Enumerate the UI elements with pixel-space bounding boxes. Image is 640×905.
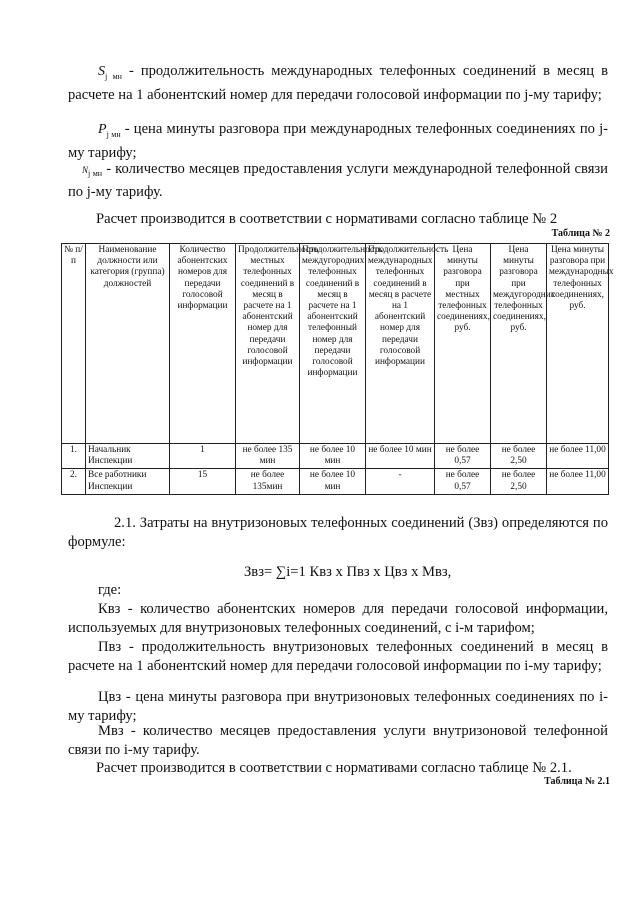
symbol-s: $S_{j мн}$ [98, 64, 122, 81]
header-cell: Продолжительность местных телефонных соединений в месяц в расчете на 1 абонентский номер для передачи голосовой информации [236, 244, 300, 444]
table2-caption: Таблица № 2 [551, 228, 610, 239]
table-cell: Все работники Инспекции [86, 469, 170, 494]
formula: Звз= ∑i=1 Квз х Пвз х Цвз х Мвз, [244, 564, 452, 580]
table-cell: - [366, 469, 435, 494]
table-cell: не более 135 мин [236, 444, 300, 469]
pv-definition: Пвз - продолжительность внутризоновых телефонных соединений в месяц в расчете на 1 абонентский номер для передачи голосовой информации по i-му тарифу; [68, 639, 608, 674]
table-cell: не более 135мин [236, 469, 300, 494]
paragraph-n-definition [68, 160, 608, 202]
table-cell: не более 10 мин [366, 444, 435, 469]
table-cell: 15 [170, 469, 236, 494]
table-row [62, 444, 609, 469]
table-cell: 1 [170, 444, 236, 469]
table-cell: не более 10 мин [300, 469, 366, 494]
where-label: где: [98, 582, 122, 598]
header-cell: Цена минуты разговора при международных телефонных соединениях, руб. [547, 244, 609, 444]
table-cell: не более 2,50 [491, 444, 547, 469]
table-cell: не более 0,57 [435, 469, 491, 494]
header-cell: Продолжительность международных телефонных соединений в месяц в расчете на 1 абонентский номер для передачи голосовой информации [366, 244, 435, 444]
table-cell: не более 2,50 [491, 469, 547, 494]
p-definition-text: - цена минуты разговора при международных телефонных соединениях по j-му тарифу; [68, 121, 608, 161]
calc-intro-text: Расчет производится в соответствии с нормативами согласно таблице № 2 [96, 211, 558, 227]
calc-2-1-text: Расчет производится в соответствии с нормативами согласно таблице № 2.1. [96, 760, 572, 776]
symbol-n: $N_{j мн}$ [82, 165, 103, 178]
table-cell: не более 11,00 [547, 444, 609, 469]
table-2 [61, 243, 614, 495]
n-definition-text: - количество месяцев предоставления услуги международной телефонной связи по j-му тарифу. [68, 161, 608, 200]
header-cell: Наименование должности или категория (группа) должностей [86, 244, 170, 444]
m-definition: Мвз - количество месяцев предоставления услуги внутризоновой телефонной связи по i-му тарифу. [68, 723, 608, 758]
symbol-p: $P_{j мн}$ [98, 122, 121, 139]
c-definition: Цвз - цена минуты разговора при внутризоновых телефонных соединениях по i-му тарифу; [68, 689, 608, 724]
s-definition-text: - продолжительность международных телефонных соединений в месяц в расчете на 1 абонентский номер для передачи голосовой информации по j-му тарифу; [68, 63, 608, 103]
table-row [62, 469, 609, 494]
table-cell: не более 0,57 [435, 444, 491, 469]
header-cell: № п/ п [62, 244, 86, 444]
paragraph-p-definition [68, 120, 608, 163]
paragraph-s-definition [68, 62, 608, 105]
table-cell: не более 10 мин [300, 444, 366, 469]
table-cell: 1. [62, 444, 86, 469]
header-cell: Продолжительность междугородних телефонных соединений в месяц в расчете на 1 абонентский телефонный номер для передачи голосовой информации [300, 244, 366, 444]
table21-caption: Таблица № 2.1 [544, 776, 610, 787]
header-cell: Количество абонентских номеров для передачи голосовой информации [170, 244, 236, 444]
section-2-1-text: 2.1. Затраты на внутризоновых телефонных соединений (Звз) определяются по формуле: [68, 515, 608, 550]
table-header-row [62, 244, 609, 444]
header-cell: Цена минуты разговора при междугородних телефонных соединениях, руб. [491, 244, 547, 444]
k-definition: Квз - количество абонентских номеров для передачи голосовой информации, используемых для внутризоновых телефонных соединений, с i-м тарифом; [68, 601, 608, 636]
table-cell: 2. [62, 469, 86, 494]
table-cell: не более 11,00 [547, 469, 609, 494]
header-cell: Цена минуты разговора при местных телефонных соединениях, руб. [435, 244, 491, 444]
table-cell: Начальник Инспекции [86, 444, 170, 469]
